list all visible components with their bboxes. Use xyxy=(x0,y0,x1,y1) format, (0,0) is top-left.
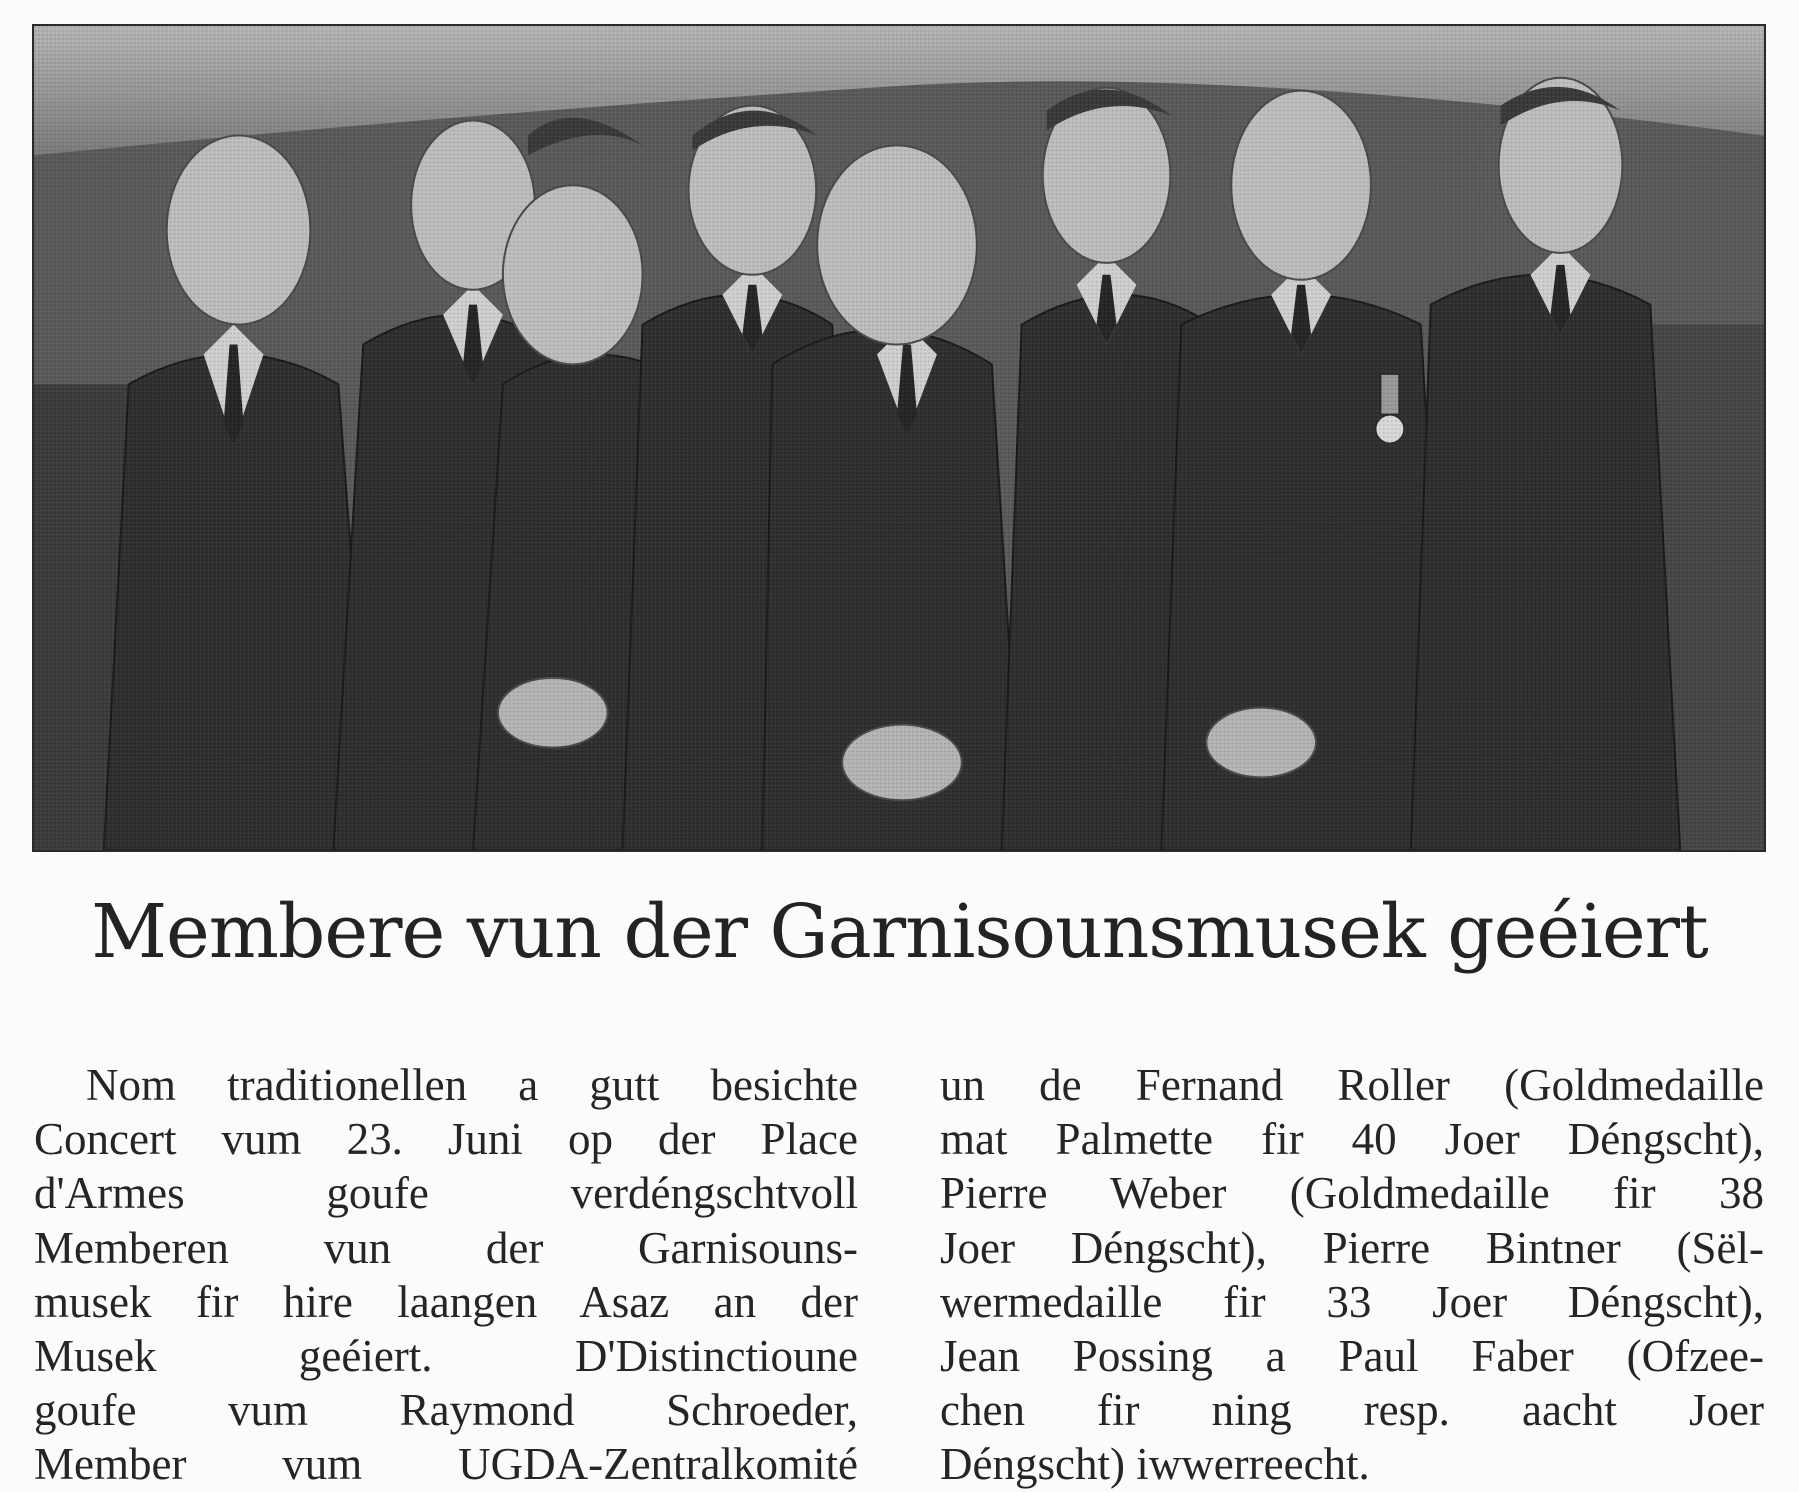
text-line: musek fir hire laangen Asaz an der xyxy=(34,1276,858,1327)
text-line: Pierre Weber (Goldmedaille fir 38 xyxy=(940,1168,1764,1219)
text-line: Concert vum 23. Juni op der Place xyxy=(34,1114,858,1165)
text-line: goufe vum Raymond Schroeder, xyxy=(34,1385,858,1436)
text-line: wermedaille fir 33 Joer Déngscht), xyxy=(940,1276,1764,1327)
text-line: mat Palmette fir 40 Joer Déngscht), xyxy=(940,1114,1764,1165)
text-line: Memberen vun der Garnisouns- xyxy=(34,1222,858,1273)
group-photo-figures xyxy=(34,26,1764,850)
text-line: Musek geéiert. D'Distinctioune xyxy=(34,1330,858,1381)
text-line: d'Armes goufe verdéngschtvoll xyxy=(34,1168,858,1219)
article-column-right xyxy=(940,1058,1764,1492)
text-line: Déngscht) iwwerreecht. xyxy=(940,1439,1370,1490)
text-line: un de Fernand Roller (Goldmedaille xyxy=(940,1060,1764,1110)
text-line: Jean Possing a Paul Faber (Ofzee- xyxy=(940,1330,1764,1381)
text-line: chen fir ning resp. aacht Joer xyxy=(940,1385,1764,1436)
article-headline: Membere vun der Garnisounsmusek geéiert xyxy=(91,889,1708,975)
article-column-left xyxy=(34,1058,858,1492)
group-photo xyxy=(32,24,1766,852)
text-line: Joer Déngscht), Pierre Bintner (Sël- xyxy=(940,1222,1764,1273)
text-line: Member vum UGDA-Zentralkomité xyxy=(34,1439,858,1490)
text-line: Nom traditionellen a gutt besichte xyxy=(86,1060,858,1110)
